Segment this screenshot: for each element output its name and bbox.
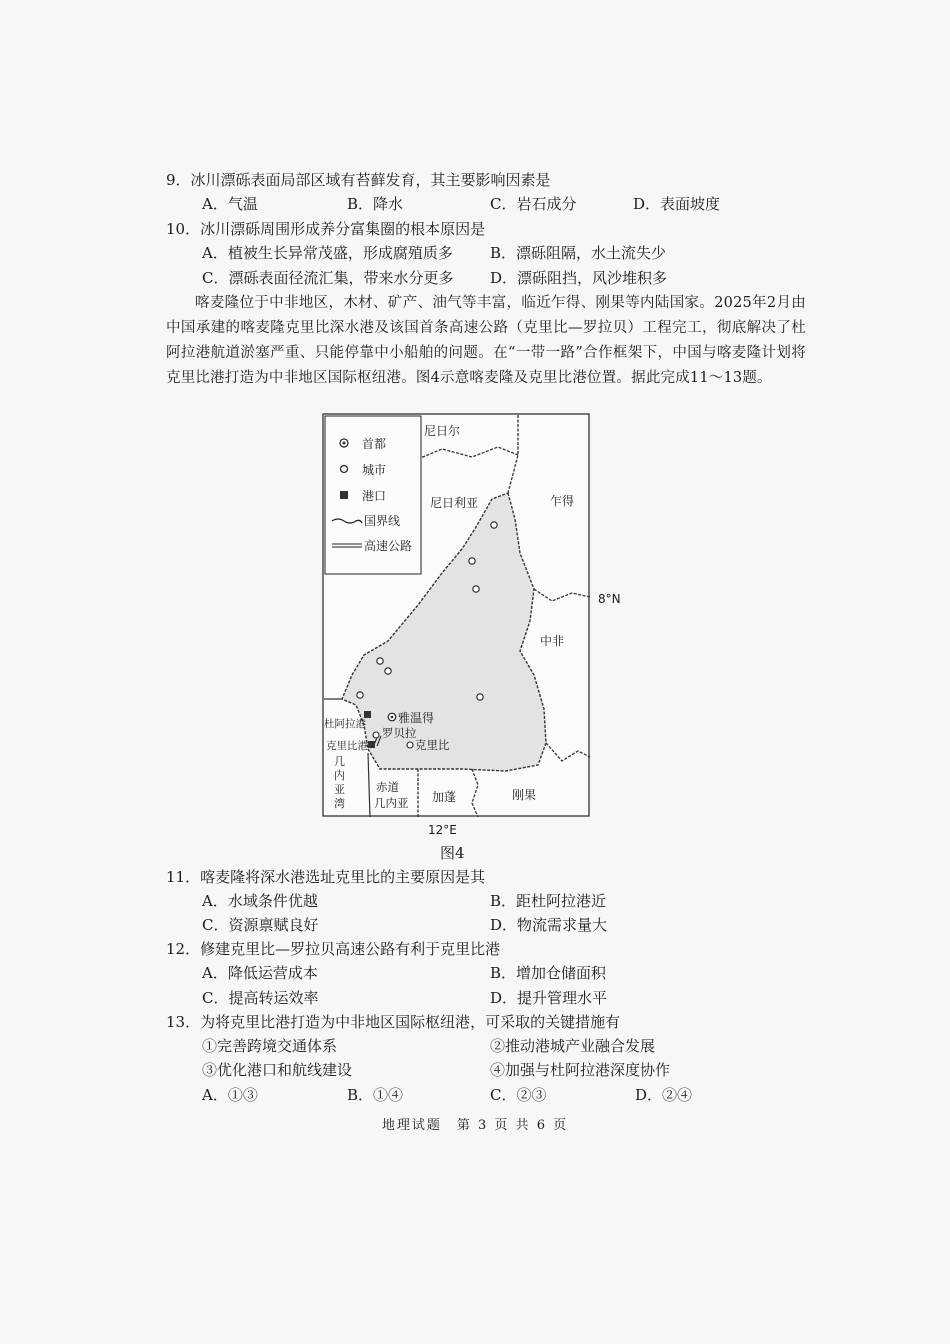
- q11-option-c: C．资源禀赋良好: [202, 916, 319, 934]
- legend-border: 国界线: [364, 514, 401, 528]
- q12-option-d: D．提升管理水平: [490, 989, 608, 1007]
- capital-symbol-dot-icon: [343, 442, 346, 445]
- city-marker: [491, 522, 497, 528]
- q13-item-4: ④加强与杜阿拉港深度协作: [490, 1061, 671, 1079]
- cameroon-map: [322, 413, 592, 819]
- page-footer: 地理试题 第 3 页 共 6 页: [381, 1118, 569, 1133]
- label-latitude: 8°N: [598, 592, 621, 606]
- city-marker: [477, 694, 483, 700]
- q11-stem: 11．喀麦隆将深水港选址克里比的主要原因是其: [166, 868, 486, 886]
- label-nigeria: 尼日利亚: [430, 496, 479, 510]
- port-symbol-icon: [340, 491, 348, 499]
- label-kribi-port: 克里比港: [326, 740, 368, 752]
- label-kribi: 克里比: [415, 738, 450, 752]
- city-marker-lolabe: [373, 732, 379, 738]
- q12-option-c: C．提高转运效率: [202, 989, 319, 1007]
- label-longitude: 12°E: [428, 823, 457, 837]
- legend-city: 城市: [362, 463, 387, 477]
- q9-option-d: D．表面坡度: [633, 195, 721, 213]
- q10-option-a: A．植被生长异常茂盛，形成腐殖质多: [202, 244, 453, 262]
- legend-capital: 首都: [362, 437, 387, 451]
- label-gulf-c4: 湾: [334, 797, 345, 810]
- q10-option-b: B．漂砾阻隔，水土流失少: [490, 244, 667, 262]
- city-marker: [357, 692, 363, 698]
- q9-option-a: A．气温: [202, 195, 258, 213]
- city-marker: [473, 586, 479, 592]
- port-marker-douala: [364, 711, 371, 718]
- city-marker: [385, 668, 391, 674]
- q10-stem: 10．冰川漂砾周围形成养分富集圈的根本原因是: [166, 220, 486, 238]
- q9-option-c: C．岩石成分: [490, 195, 577, 213]
- label-gabon: 加蓬: [432, 790, 457, 804]
- city-marker: [469, 558, 475, 564]
- q12-stem: 12．修建克里比—罗拉贝高速公路有利于克里比港: [166, 940, 501, 958]
- q13-stem: 13．为将克里比港打造为中非地区国际枢纽港，可采取的关键措施有: [166, 1013, 621, 1031]
- passage-text: 喀麦隆位于中非地区，木材、矿产、油气等丰富，临近乍得、刚果等内陆国家。2025年2月由中国承建的喀麦隆克里比深水港及该国首条高速公路（克里比—罗拉贝）工程完工，彻底解决了杜阿拉港航道淤塞严重、只能停靠中小船舶的问题。在“一带一路”合作框架下，中国与喀麦隆计划将克里比港打造为中非地区国际枢纽港。图4示意喀麦隆及克里比港位置。据此完成11～13题。: [166, 295, 806, 386]
- label-gulf-c2: 内: [334, 769, 345, 782]
- label-yaounde: 雅温得: [398, 711, 435, 725]
- q13-item-2: ②推动港城产业融合发展: [490, 1037, 656, 1055]
- label-douala: 杜阿拉港: [324, 718, 366, 730]
- q13-option-c: C．②③: [490, 1086, 547, 1104]
- label-car: 中非: [540, 634, 565, 648]
- q13-option-d: D．②④: [635, 1086, 693, 1104]
- q12-option-a: A．降低运营成本: [202, 964, 318, 982]
- city-marker: [377, 658, 383, 664]
- label-chad: 乍得: [550, 494, 575, 508]
- q11-option-d: D．物流需求量大: [490, 916, 608, 934]
- q9-option-b: B．降水: [347, 195, 404, 213]
- q13-item-3: ③优化港口和航线建设: [202, 1061, 353, 1079]
- city-marker-kribi: [407, 742, 413, 748]
- q9-stem: 9．冰川漂砾表面局部区域有苔藓发育，其主要影响因素是: [166, 171, 551, 189]
- label-niger: 尼日尔: [424, 424, 461, 438]
- label-lolabe: 罗贝拉: [382, 726, 417, 740]
- capital-marker-dot: [391, 716, 394, 719]
- label-eq-guinea-line1: 赤道: [376, 780, 399, 794]
- q12-option-b: B．增加仓储面积: [490, 964, 607, 982]
- q13-option-a: A．①③: [202, 1086, 258, 1104]
- q13-item-1: ①完善跨境交通体系: [202, 1037, 338, 1055]
- label-gulf-c1: 几: [334, 755, 345, 768]
- label-eq-guinea-line2: 几内亚: [374, 796, 409, 810]
- q10-option-d: D．漂砾阻挡，风沙堆积多: [490, 269, 668, 287]
- legend-port: 港口: [362, 489, 387, 503]
- port-marker-kribi: [368, 741, 375, 748]
- label-congo: 刚果: [512, 788, 537, 802]
- q10-option-c: C．漂砾表面径流汇集，带来水分更多: [202, 269, 454, 287]
- q13-option-b: B．①④: [347, 1086, 404, 1104]
- label-gulf-c3: 亚: [334, 783, 345, 796]
- q11-option-b: B．距杜阿拉港近: [490, 892, 607, 910]
- legend-highway: 高速公路: [364, 539, 413, 553]
- q11-option-a: A．水域条件优越: [202, 892, 318, 910]
- figure-caption: 图4: [440, 844, 465, 862]
